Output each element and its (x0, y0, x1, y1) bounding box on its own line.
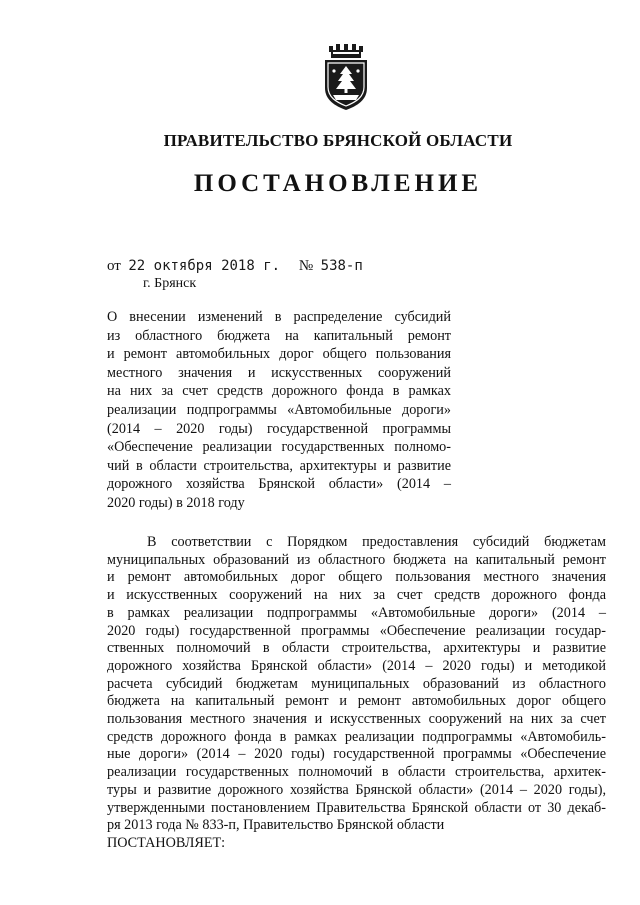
date-number-line (107, 258, 363, 275)
body-paragraph (107, 534, 606, 853)
subject-line: 2020 годы) в 2018 году (107, 494, 245, 511)
number-prefix: № (298, 258, 314, 274)
body-line: 2020 годы) государственной программы «Обеспечение реализации государ- (107, 622, 606, 639)
body-line: реализации государственных полномочий в области строительства, архитек- (107, 764, 606, 781)
document-type-title: ПОСТАНОВЛЕНИЕ (193, 170, 483, 197)
body-line: бюджета на капитальный ремонт и ремонт автомобильных дорог общего (107, 693, 606, 710)
subject-line: дорожного хозяйства Брянской области» (2014 – (107, 476, 451, 493)
subject-line: чий в области строительства, архитектуры и развитие (107, 457, 451, 474)
body-line: в рамках реализации подпрограммы «Автомобильные дороги» (2014 – (107, 604, 606, 621)
document-number: 538-п (320, 258, 363, 274)
body-line: ственных полномочий в области строительства, архитектуры и развитие (107, 640, 606, 657)
body-line: расчета субсидий бюджетам муниципальных образований из областного (107, 675, 606, 692)
resolution-word: ПОСТАНОВЛЯЕТ: (107, 834, 226, 851)
subject-line: и ремонт автомобильных дорог общего пользования (107, 346, 451, 363)
body-line: дорожного хозяйства Брянской области» (2014 – 2020 годы) и методикой (107, 657, 606, 674)
city-line: г. Брянск (143, 276, 197, 291)
subject-line: из областного бюджета на капитальный ремонт (107, 327, 451, 344)
body-line: ря 2013 года № 833-п, Правительство Брянской области (107, 817, 445, 834)
subject-line: местного значения и искусственных сооружений (107, 364, 451, 381)
body-line: В соответствии с Порядком предоставления субсидий бюджетам (147, 534, 606, 550)
subject-line: О внесении изменений в распределение субсидий (107, 309, 451, 325)
body-line: и ремонт автомобильных дорог общего пользования местного значения (107, 569, 606, 586)
body-line: средств дорожного фонда в рамках реализации подпрограммы «Автомобиль- (107, 728, 606, 745)
date-prefix: от (107, 258, 121, 274)
body-line: утвержденными постановлением Правительства Брянской области от 30 декаб- (107, 799, 606, 816)
subject-line: на них за счет средств дорожного фонда в рамках (107, 383, 451, 400)
document-date: 22 октября 2018 г. (128, 258, 281, 274)
body-line: муниципальных образований из областного бюджета на капитальный ремонт (107, 551, 606, 568)
body-line: пользования местного значения и искусственных сооружений на них за счет (107, 711, 606, 728)
subject-block (107, 308, 451, 513)
body-line: туры и развитие дорожного хозяйства Брянской области» (2014 – 2020 годы), (107, 781, 606, 798)
subject-line: «Обеспечение реализации государственных полномо- (107, 439, 451, 456)
subject-line: (2014 – 2020 годы) государственной программы (107, 420, 451, 437)
government-title: ПРАВИТЕЛЬСТВО БРЯНСКОЙ ОБЛАСТИ (163, 131, 513, 150)
body-line: и искусственных сооружений на них за счет средств дорожного фонда (107, 587, 606, 604)
coat-of-arms-icon (319, 44, 373, 110)
subject-line: реализации подпрограммы «Автомобильные дороги» (107, 401, 451, 418)
body-line: ные дороги» (2014 – 2020 годы) государственной программы «Обеспечение (107, 746, 606, 763)
